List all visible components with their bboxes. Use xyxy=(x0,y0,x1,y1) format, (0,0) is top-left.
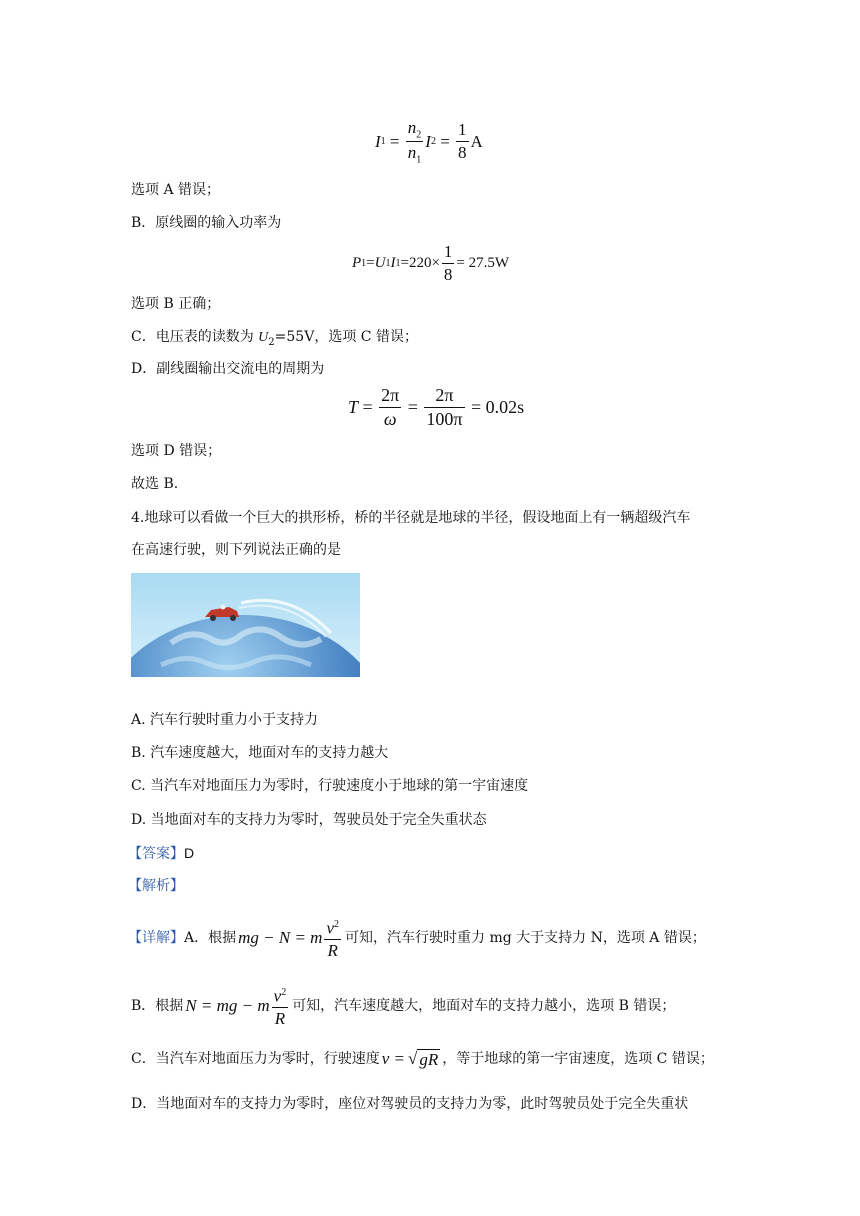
d-intro: D．副线圈输出交流电的周期为 xyxy=(131,361,325,377)
option-c: C. 当汽车对地面压力为零时，行驶速度小于地球的第一宇宙速度 xyxy=(131,778,529,794)
formula-period: T = $\frac{2\pi}{\omega}$ = $\frac{2\pi}{100\pi}$ = 0.02s xyxy=(348,385,525,429)
detail-d: D．当地面对车的支持力为零时，座位对驾驶员的支持力为零，此时驾驶员处于完全失重状 xyxy=(131,1096,689,1112)
option-d-conclusion: 选项 D 错误； xyxy=(131,443,222,459)
earth-car-illustration xyxy=(131,573,360,677)
c-voltmeter-reading: C．电压表的读数为 $U_2=55V$，选项 C 错误； xyxy=(131,329,418,348)
formula-input-power: P 1 = U 1 I 1 =220× $\frac{1}{8}$ = 27.5W xyxy=(352,242,510,284)
option-d: D. 当地面对车的支持力为零时，驾驶员处于完全失重状态 xyxy=(131,812,487,828)
detail-a: 【详解】 A．根据 mg − N = m $\frac{v^2}{R}$ 可知，汽车行驶时重力 mg 大于支持力 N，选项 A 错误； xyxy=(128,916,706,960)
option-a-conclusion: 选项 A 错误； xyxy=(131,182,221,198)
option-b-conclusion: 选项 B 正确； xyxy=(131,296,221,312)
fraction-one-eighth: $\frac{1}{8}$ xyxy=(458,120,467,163)
answer-line xyxy=(128,843,194,864)
b-intro: B．原线圈的输入功率为 xyxy=(131,215,282,231)
analysis-tag: 【解析】 xyxy=(128,878,184,894)
question-4-stem-line1: 4.地球可以看做一个巨大的拱形桥，桥的半径就是地球的半径，假设地面上有一辆超级汽车 xyxy=(131,510,691,526)
option-a: A. 汽车行驶时重力小于支持力 xyxy=(131,712,319,728)
formula-newton-a: mg − N = m $\frac{v^2}{R}$ xyxy=(238,918,340,961)
fraction-2pi-100pi: $\frac{2\pi}{100\pi}$ xyxy=(426,385,463,429)
fraction-2pi-omega: $\frac{2\pi}{\omega}$ xyxy=(381,385,400,429)
fraction-one-eighth-2: $\frac{1}{8}$ xyxy=(443,242,453,284)
answer-tag: 【答案】 xyxy=(128,846,184,862)
fraction-n2-n1: $\frac{n_2}{n_1}$ xyxy=(407,118,422,166)
answer-value: D xyxy=(184,845,195,861)
formula-newton-b: N = mg − m $\frac{v^2}{R}$ xyxy=(185,986,287,1029)
formula-current-ratio: I 1 = $\frac{n_2}{n_1}$ I 2 = $\frac{1}{8}$ A xyxy=(375,118,483,166)
formula-first-cosmic-velocity: v = √ gR xyxy=(381,1049,439,1069)
question-4-stem-line2: 在高速行驶，则下列说法正确的是 xyxy=(131,542,341,558)
option-b: B. 汽车速度越大，地面对车的支持力越大 xyxy=(131,745,389,761)
detail-c: C．当汽车对地面压力为零时，行驶速度 v = √ gR ，等于地球的第一宇宙速度，选项 C 错误； xyxy=(131,1049,714,1069)
detail-b: B．根据 N = mg − m $\frac{v^2}{R}$ 可知，汽车速度越大，地面对车的支持力越小，选项 B 错误； xyxy=(131,984,675,1028)
final-choice: 故选 B. xyxy=(131,476,179,492)
